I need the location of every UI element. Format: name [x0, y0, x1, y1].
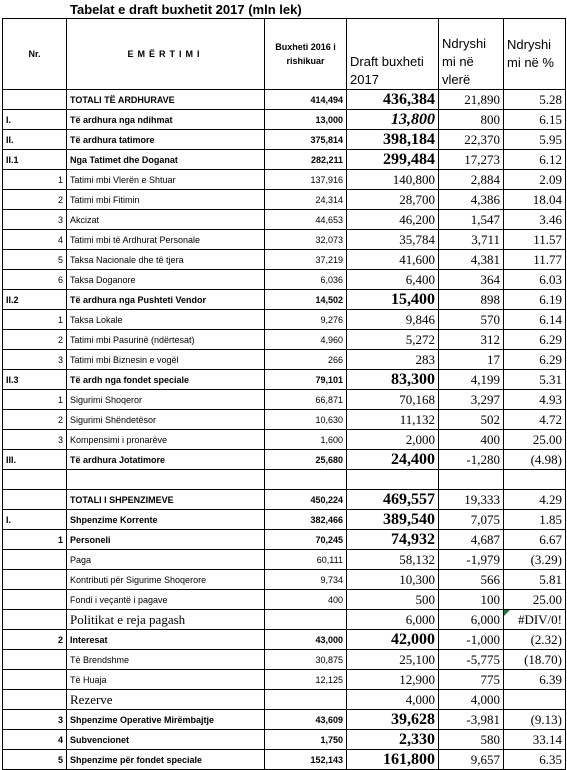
row-buxheti-2016: 60,111 — [265, 550, 347, 570]
table-row — [3, 570, 566, 590]
row-draft-2017: 42,000 — [347, 630, 439, 650]
row-ndryshimi-vlere: 1,547 — [439, 210, 504, 230]
row-ndryshimi-perc: 25.00 — [504, 430, 566, 450]
header-ndryshimi-vlere: Ndryshi mi në vlerë — [439, 19, 504, 90]
row-name: Fondi i veçantë i pagave — [67, 590, 265, 610]
row-ndryshimi-perc: 6.35 — [504, 750, 566, 770]
row-ndryshimi-vlere: 898 — [439, 290, 504, 310]
row-draft-2017: 41,600 — [347, 250, 439, 270]
row-ndryshimi-perc: 4.29 — [504, 490, 566, 510]
row-ndryshimi-vlere: 17 — [439, 350, 504, 370]
row-ndryshimi-vlere: -5,775 — [439, 650, 504, 670]
row-name: Shpenzime për fondet speciale — [67, 750, 265, 770]
row-ndryshimi-perc: 6.14 — [504, 310, 566, 330]
row-buxheti-2016: 24,314 — [265, 190, 347, 210]
row-ndryshimi-perc: 5.81 — [504, 570, 566, 590]
row-ndryshimi-vlere: 6,000 — [439, 610, 504, 630]
row-ndryshimi-vlere: -1,979 — [439, 550, 504, 570]
row-draft-2017: 389,540 — [347, 510, 439, 530]
table-row — [3, 590, 566, 610]
row-name: Të ardhura tatimore — [67, 130, 265, 150]
table-row — [3, 550, 566, 570]
row-ndryshimi-perc: 25.00 — [504, 590, 566, 610]
row-buxheti-2016 — [265, 610, 347, 630]
table-row — [3, 710, 566, 730]
row-nr: 6 — [3, 270, 67, 290]
row-buxheti-2016: 43,000 — [265, 630, 347, 650]
header-buxheti-2016: Buxheti 2016 i rishikuar — [265, 19, 347, 90]
row-name: Taksa Lokale — [67, 310, 265, 330]
row-nr: 1 — [3, 390, 67, 410]
row-ndryshimi-perc: (18.70) — [504, 650, 566, 670]
row-draft-2017: 12,900 — [347, 670, 439, 690]
row-draft-2017: 299,484 — [347, 150, 439, 170]
row-draft-2017: 24,400 — [347, 450, 439, 470]
row-nr: 1 — [3, 170, 67, 190]
row-name: Tatimi mbi Fitimin — [67, 190, 265, 210]
row-buxheti-2016: 1,600 — [265, 430, 347, 450]
row-draft-2017: 436,384 — [347, 90, 439, 110]
row-ndryshimi-perc: (9.13) — [504, 710, 566, 730]
row-nr: II.3 — [3, 370, 67, 390]
row-ndryshimi-perc: 5.95 — [504, 130, 566, 150]
row-name: Taksa Nacionale dhe të tjera — [67, 250, 265, 270]
row-name: Akcizat — [67, 210, 265, 230]
row-name: Të ardhura nga Pushteti Vendor — [67, 290, 265, 310]
row-draft-2017: 5,272 — [347, 330, 439, 350]
table-row — [3, 650, 566, 670]
row-nr: 1 — [3, 310, 67, 330]
table-row — [3, 370, 566, 390]
row-ndryshimi-vlere: 775 — [439, 670, 504, 690]
table-title: Tabelat e draft buxhetit 2017 (mln lek) — [70, 2, 302, 17]
empty-cell — [504, 470, 566, 490]
row-ndryshimi-perc — [504, 690, 566, 710]
row-name: Personeli — [67, 530, 265, 550]
row-name: Taksa Doganore — [67, 270, 265, 290]
table-row — [3, 130, 566, 150]
row-ndryshimi-vlere: 4,000 — [439, 690, 504, 710]
table-row — [3, 510, 566, 530]
table-row — [3, 730, 566, 750]
row-nr — [3, 610, 67, 630]
row-ndryshimi-perc: #DIV/0! — [504, 610, 566, 630]
row-ndryshimi-vlere: 100 — [439, 590, 504, 610]
row-ndryshimi-vlere: 580 — [439, 730, 504, 750]
table-row — [3, 230, 566, 250]
table-row — [3, 170, 566, 190]
row-ndryshimi-vlere: 566 — [439, 570, 504, 590]
row-buxheti-2016: 282,211 — [265, 150, 347, 170]
row-ndryshimi-vlere: -1,280 — [439, 450, 504, 470]
row-ndryshimi-perc: 6.67 — [504, 530, 566, 550]
row-name: Të Brendshme — [67, 650, 265, 670]
table-row — [3, 290, 566, 310]
row-nr — [3, 570, 67, 590]
row-ndryshimi-perc: 11.57 — [504, 230, 566, 250]
row-buxheti-2016: 6,036 — [265, 270, 347, 290]
row-buxheti-2016: 4,960 — [265, 330, 347, 350]
table-row — [3, 670, 566, 690]
table-row — [3, 630, 566, 650]
row-draft-2017: 9,846 — [347, 310, 439, 330]
row-buxheti-2016: 450,224 — [265, 490, 347, 510]
row-name: Tatimi mbi të Ardhurat Personale — [67, 230, 265, 250]
row-buxheti-2016: 137,916 — [265, 170, 347, 190]
row-draft-2017: 10,300 — [347, 570, 439, 590]
empty-cell — [3, 470, 67, 490]
row-buxheti-2016: 13,000 — [265, 110, 347, 130]
table-row — [3, 330, 566, 350]
row-nr: III. — [3, 450, 67, 470]
row-ndryshimi-perc: 6.12 — [504, 150, 566, 170]
empty-cell — [67, 470, 265, 490]
table-row — [3, 750, 566, 770]
row-buxheti-2016: 66,871 — [265, 390, 347, 410]
row-ndryshimi-vlere: 17,273 — [439, 150, 504, 170]
row-name: Rezerve — [67, 690, 265, 710]
row-name: Të Huaja — [67, 670, 265, 690]
row-nr: 4 — [3, 230, 67, 250]
empty-cell — [439, 470, 504, 490]
row-ndryshimi-perc: 6.29 — [504, 330, 566, 350]
row-buxheti-2016: 152,143 — [265, 750, 347, 770]
row-nr: I. — [3, 110, 67, 130]
table-row — [3, 410, 566, 430]
row-nr: 3 — [3, 210, 67, 230]
row-ndryshimi-vlere: 570 — [439, 310, 504, 330]
row-ndryshimi-vlere: 4,199 — [439, 370, 504, 390]
row-ndryshimi-perc: 4.93 — [504, 390, 566, 410]
row-nr — [3, 550, 67, 570]
row-name: Shpenzime Operative Mirëmbajtje — [67, 710, 265, 730]
row-name: TOTALI I SHPENZIMEVE — [67, 490, 265, 510]
row-draft-2017: 74,932 — [347, 530, 439, 550]
row-ndryshimi-perc: 6.15 — [504, 110, 566, 130]
row-name: Të ardhura nga ndihmat — [67, 110, 265, 130]
empty-cell — [347, 470, 439, 490]
table-row — [3, 430, 566, 450]
table-row — [3, 390, 566, 410]
row-nr: 1 — [3, 530, 67, 550]
row-draft-2017: 2,000 — [347, 430, 439, 450]
row-nr: II.1 — [3, 150, 67, 170]
row-name: Të ardh nga fondet speciale — [67, 370, 265, 390]
row-buxheti-2016: 79,101 — [265, 370, 347, 390]
row-name: Kontributi për Sigurime Shoqerore — [67, 570, 265, 590]
row-name: Subvencionet — [67, 730, 265, 750]
row-draft-2017: 140,800 — [347, 170, 439, 190]
row-ndryshimi-perc: 6.19 — [504, 290, 566, 310]
table-row — [3, 250, 566, 270]
row-draft-2017: 11,132 — [347, 410, 439, 430]
row-nr: 3 — [3, 430, 67, 450]
row-nr: 3 — [3, 350, 67, 370]
header-nr: Nr. — [3, 19, 67, 90]
row-draft-2017: 25,100 — [347, 650, 439, 670]
row-name: Paga — [67, 550, 265, 570]
row-ndryshimi-vlere: 502 — [439, 410, 504, 430]
row-ndryshimi-perc: 4.72 — [504, 410, 566, 430]
row-ndryshimi-vlere: 400 — [439, 430, 504, 450]
row-buxheti-2016: 70,245 — [265, 530, 347, 550]
row-ndryshimi-perc: 11.77 — [504, 250, 566, 270]
row-buxheti-2016: 37,219 — [265, 250, 347, 270]
table-row — [3, 90, 566, 110]
row-nr: II. — [3, 130, 67, 150]
row-buxheti-2016: 400 — [265, 590, 347, 610]
row-ndryshimi-vlere: 3,711 — [439, 230, 504, 250]
row-draft-2017: 469,557 — [347, 490, 439, 510]
row-name: Sigurimi Shoqeror — [67, 390, 265, 410]
row-ndryshimi-perc: 6.39 — [504, 670, 566, 690]
table-row — [3, 110, 566, 130]
row-draft-2017: 13,800 — [347, 110, 439, 130]
row-ndryshimi-perc: 6.03 — [504, 270, 566, 290]
row-name: Nga Tatimet dhe Doganat — [67, 150, 265, 170]
row-draft-2017: 70,168 — [347, 390, 439, 410]
row-buxheti-2016 — [265, 690, 347, 710]
row-draft-2017: 15,400 — [347, 290, 439, 310]
row-name: Shpenzime Korrente — [67, 510, 265, 530]
row-draft-2017: 283 — [347, 350, 439, 370]
empty-cell — [265, 470, 347, 490]
row-ndryshimi-perc: 6.29 — [504, 350, 566, 370]
row-ndryshimi-perc: 2.09 — [504, 170, 566, 190]
row-buxheti-2016: 43,609 — [265, 710, 347, 730]
row-ndryshimi-perc: 33.14 — [504, 730, 566, 750]
table-row — [3, 490, 566, 510]
row-buxheti-2016: 14,502 — [265, 290, 347, 310]
row-buxheti-2016: 25,680 — [265, 450, 347, 470]
row-nr — [3, 690, 67, 710]
row-ndryshimi-vlere: 21,890 — [439, 90, 504, 110]
row-ndryshimi-perc: 5.31 — [504, 370, 566, 390]
row-draft-2017: 398,184 — [347, 130, 439, 150]
table-row — [3, 150, 566, 170]
row-ndryshimi-vlere: 312 — [439, 330, 504, 350]
table-row — [3, 270, 566, 290]
row-ndryshimi-perc: 5.28 — [504, 90, 566, 110]
row-nr: 5 — [3, 250, 67, 270]
row-ndryshimi-vlere: 3,297 — [439, 390, 504, 410]
row-ndryshimi-perc: (4.98) — [504, 450, 566, 470]
row-name: Politikat e reja pagash — [67, 610, 265, 630]
row-ndryshimi-vlere: 19,333 — [439, 490, 504, 510]
row-draft-2017: 4,000 — [347, 690, 439, 710]
row-nr — [3, 650, 67, 670]
header-draft-2017: Draft buxheti 2017 — [347, 19, 439, 90]
row-nr: 2 — [3, 190, 67, 210]
row-name: Sigurimi Shëndetësor — [67, 410, 265, 430]
table-row — [3, 450, 566, 470]
row-name: Të ardhura Jotatimore — [67, 450, 265, 470]
row-buxheti-2016: 382,466 — [265, 510, 347, 530]
row-buxheti-2016: 12,125 — [265, 670, 347, 690]
row-ndryshimi-vlere: -3,981 — [439, 710, 504, 730]
table-row — [3, 610, 566, 630]
row-nr — [3, 670, 67, 690]
row-draft-2017: 6,400 — [347, 270, 439, 290]
table-row — [3, 190, 566, 210]
row-ndryshimi-vlere: 364 — [439, 270, 504, 290]
row-name: Tatimi mbi Vlerën e Shtuar — [67, 170, 265, 190]
row-nr: 2 — [3, 330, 67, 350]
row-ndryshimi-perc: 1.85 — [504, 510, 566, 530]
row-buxheti-2016: 9,734 — [265, 570, 347, 590]
row-draft-2017: 35,784 — [347, 230, 439, 250]
row-ndryshimi-perc: (2.32) — [504, 630, 566, 650]
row-draft-2017: 500 — [347, 590, 439, 610]
row-ndryshimi-perc: (3.29) — [504, 550, 566, 570]
row-draft-2017: 83,300 — [347, 370, 439, 390]
row-nr — [3, 490, 67, 510]
row-nr: I. — [3, 510, 67, 530]
row-draft-2017: 6,000 — [347, 610, 439, 630]
row-name: TOTALI TË ARDHURAVE — [67, 90, 265, 110]
row-buxheti-2016: 1,750 — [265, 730, 347, 750]
row-ndryshimi-vlere: 4,687 — [439, 530, 504, 550]
row-draft-2017: 161,800 — [347, 750, 439, 770]
row-buxheti-2016: 44,653 — [265, 210, 347, 230]
row-ndryshimi-vlere: 4,381 — [439, 250, 504, 270]
row-buxheti-2016: 414,494 — [265, 90, 347, 110]
row-buxheti-2016: 32,073 — [265, 230, 347, 250]
table-row — [3, 310, 566, 330]
row-draft-2017: 2,330 — [347, 730, 439, 750]
row-name: Interesat — [67, 630, 265, 650]
row-nr — [3, 90, 67, 110]
row-nr: 2 — [3, 410, 67, 430]
row-nr: 3 — [3, 710, 67, 730]
row-ndryshimi-vlere: -1,000 — [439, 630, 504, 650]
table-row — [3, 350, 566, 370]
table-row — [3, 210, 566, 230]
row-nr: 5 — [3, 750, 67, 770]
row-ndryshimi-vlere: 7,075 — [439, 510, 504, 530]
row-name: Kompensimi i pronarëve — [67, 430, 265, 450]
row-ndryshimi-vlere: 2,884 — [439, 170, 504, 190]
table-row — [3, 690, 566, 710]
row-buxheti-2016: 30,875 — [265, 650, 347, 670]
row-ndryshimi-vlere: 800 — [439, 110, 504, 130]
header-emertimi: EMËRTIMI — [67, 19, 265, 90]
row-nr — [3, 590, 67, 610]
row-ndryshimi-vlere: 4,386 — [439, 190, 504, 210]
row-ndryshimi-vlere: 9,657 — [439, 750, 504, 770]
row-ndryshimi-perc: 3.46 — [504, 210, 566, 230]
row-buxheti-2016: 9,276 — [265, 310, 347, 330]
row-draft-2017: 39,628 — [347, 710, 439, 730]
blank-row — [3, 470, 566, 490]
row-ndryshimi-perc: 18.04 — [504, 190, 566, 210]
row-name: Tatimi mbi Biznesin e vogël — [67, 350, 265, 370]
header-row — [3, 19, 566, 90]
row-buxheti-2016: 375,814 — [265, 130, 347, 150]
row-name: Tatimi mbi Pasurinë (ndërtesat) — [67, 330, 265, 350]
row-nr: 4 — [3, 730, 67, 750]
row-draft-2017: 28,700 — [347, 190, 439, 210]
row-draft-2017: 58,132 — [347, 550, 439, 570]
row-buxheti-2016: 266 — [265, 350, 347, 370]
row-nr: II.2 — [3, 290, 67, 310]
table-row — [3, 530, 566, 550]
row-ndryshimi-vlere: 22,370 — [439, 130, 504, 150]
row-draft-2017: 46,200 — [347, 210, 439, 230]
row-buxheti-2016: 10,630 — [265, 410, 347, 430]
header-ndryshimi-perc: Ndryshi mi në % — [504, 19, 566, 90]
row-nr: 2 — [3, 630, 67, 650]
budget-table — [2, 18, 566, 770]
